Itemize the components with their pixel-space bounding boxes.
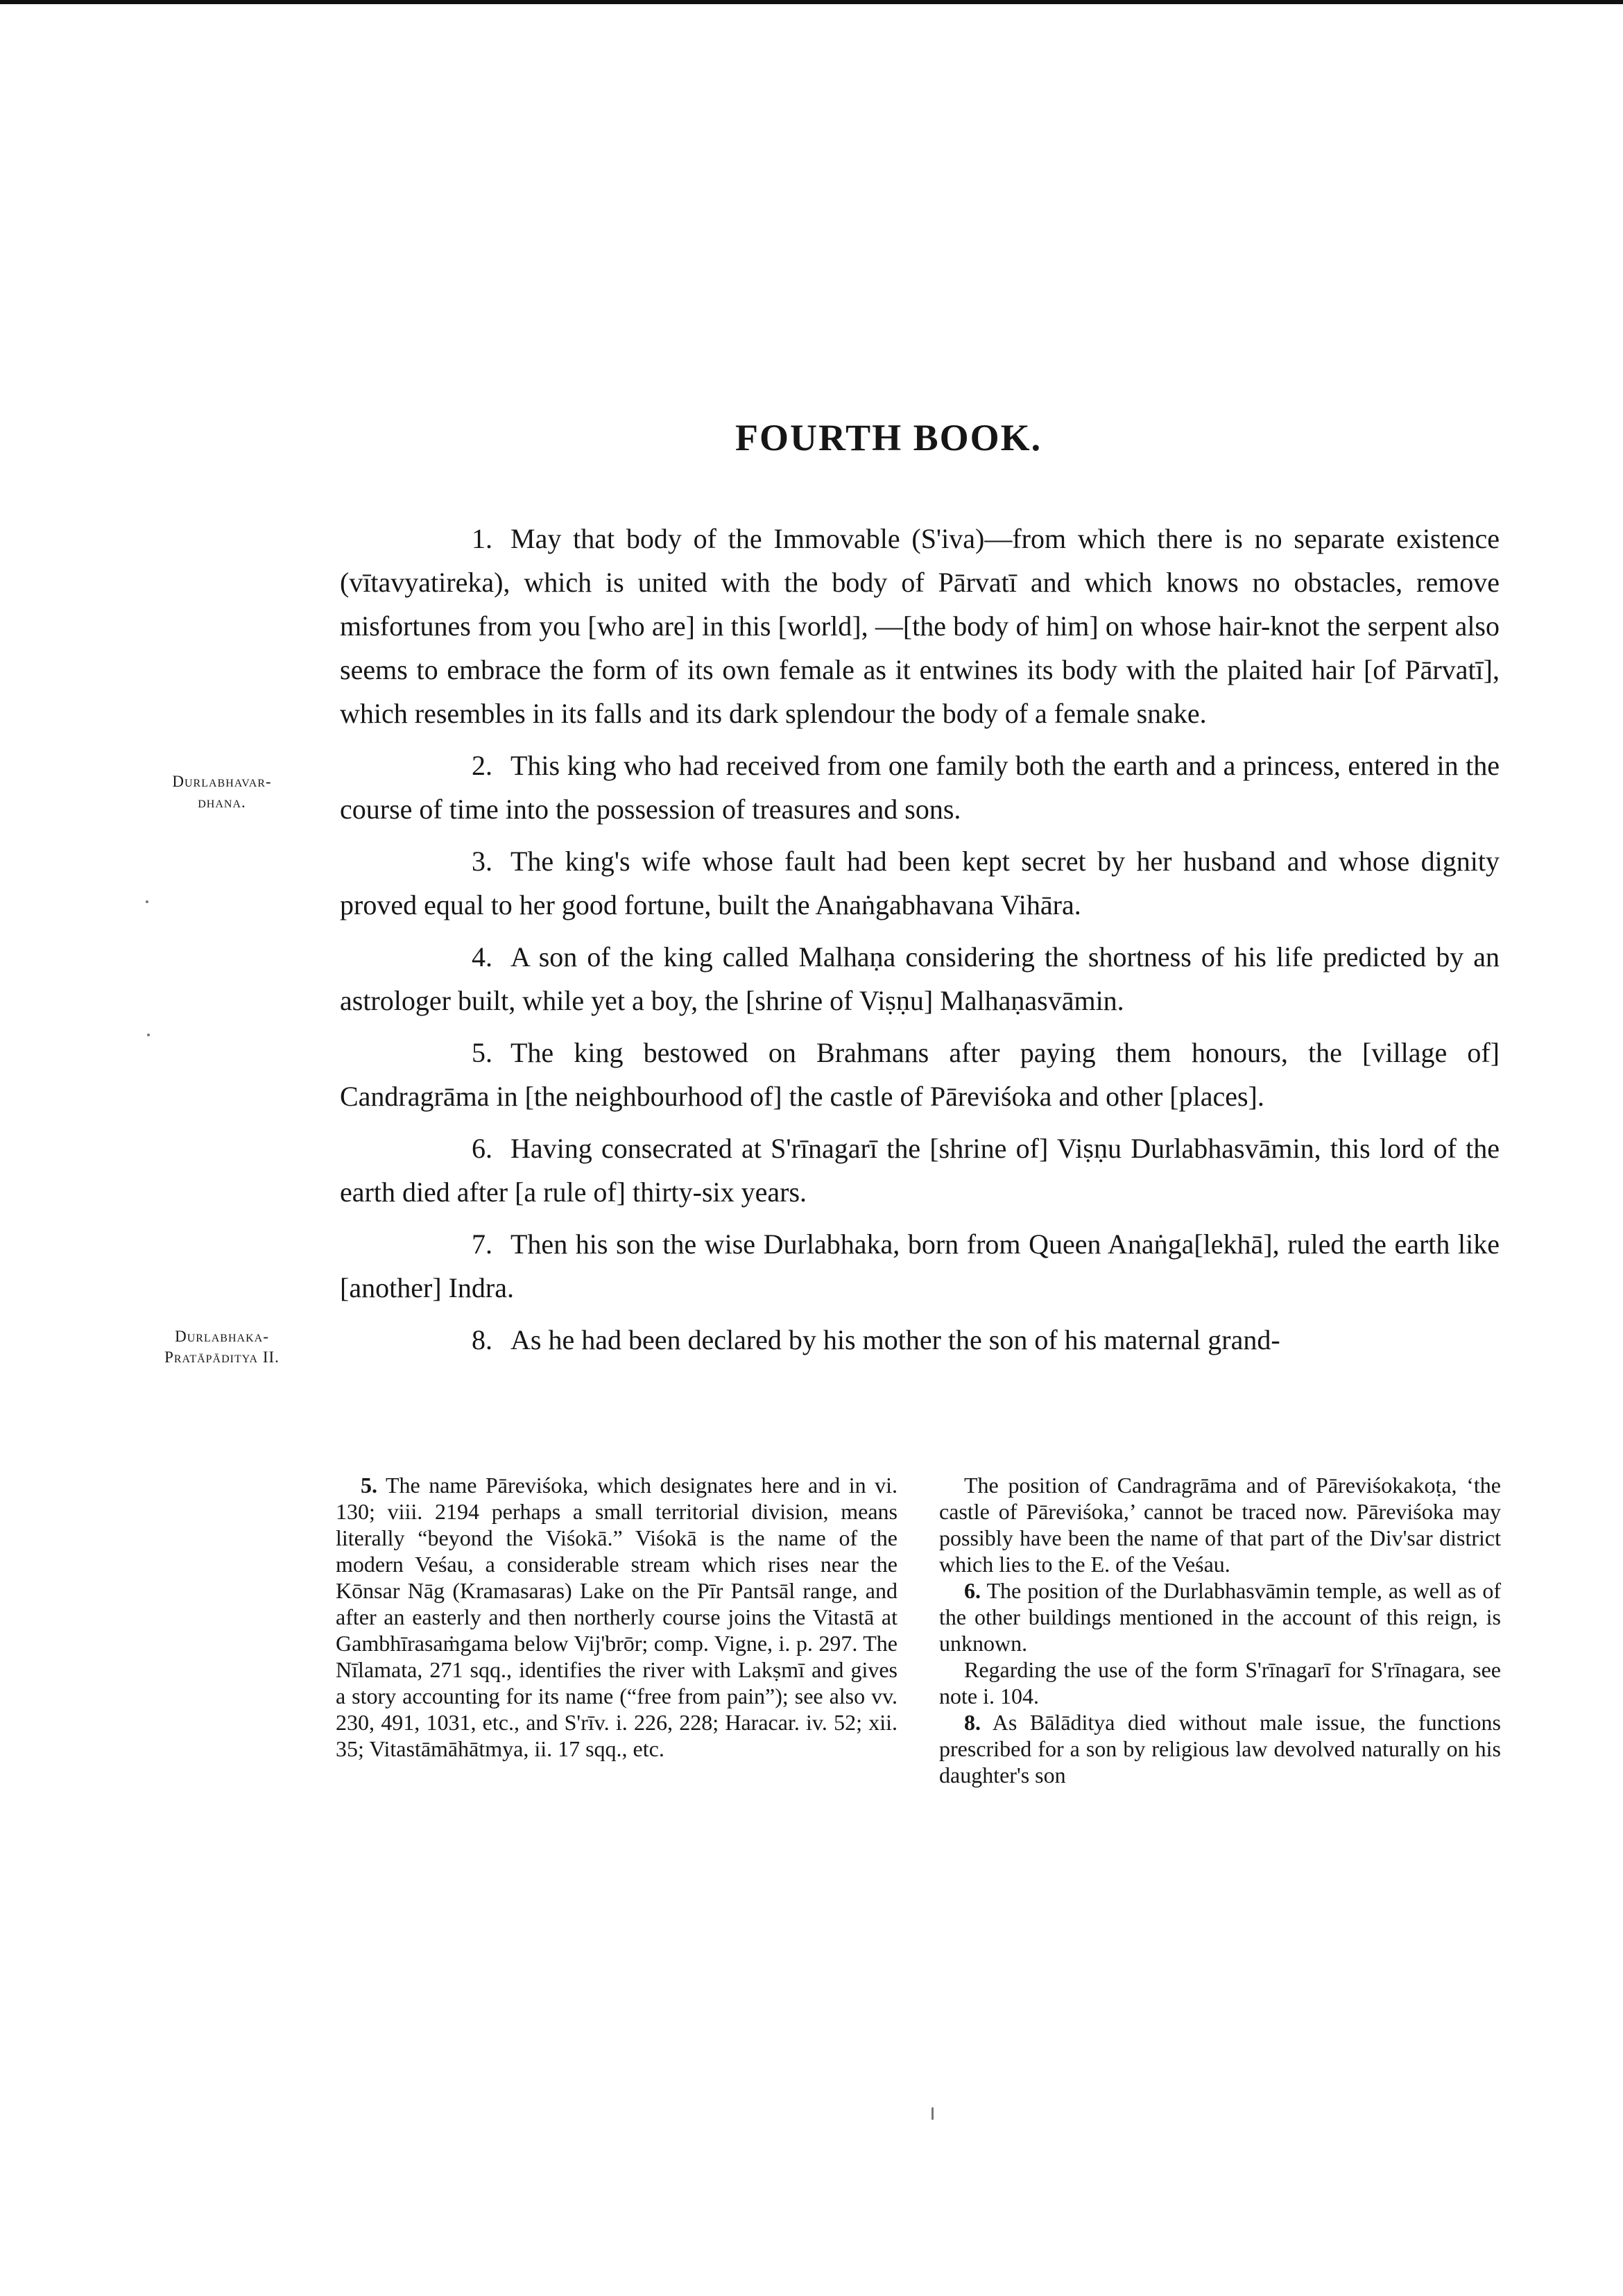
verse-number: 4. [472, 941, 492, 973]
verse-body: May that body of the Immovable (S'iva)—from which there is no separate existence (vītavyatireka), which is united with the body of Pārvatī and which knows no obstacles, remove misfortunes from you [who are] in this [world], —[the body of him] on whose hair-knot the serpent also seems to embrace the form of its own female as it entwines its body with the plaited hair [of Pārvatī], which resembles in its falls and its dark splendour the body of a female snake. [340, 523, 1500, 729]
verse-4 [340, 935, 1500, 1022]
verse-body: Having consecrated at S'rīnagarī the [shrine of] Viṣṇu Durlabhasvāmin, this lord of the earth died after [a rule of] thirty-six years. [340, 1133, 1500, 1208]
verse-8 [340, 1318, 1500, 1362]
verse-number: 8. [472, 1324, 492, 1355]
verse-number: 1. [472, 523, 492, 554]
verse-2 [340, 744, 1500, 831]
margin-note-line: Durlabhaka- [175, 1328, 269, 1345]
verse-body: This king who had received from one family both the earth and a princess, entered in the course of time into the possession of treasures and sons. [340, 750, 1500, 825]
margin-note-line: Durlabhavar- [172, 773, 272, 790]
verse-text [340, 517, 1500, 1370]
footnote [939, 1656, 1501, 1709]
footnote [336, 1472, 898, 1762]
footnote-number: 8. [964, 1710, 981, 1735]
scan-speck [931, 2107, 934, 2120]
verse-body: A son of the king called Malhaṇa considering the shortness of his life predicted by an astrologer built, while yet a boy, the [shrine of Viṣṇu] Malhaṇasvāmin. [340, 941, 1500, 1016]
verse-body: Then his son the wise Durlabhaka, born from Queen Anaṅga[lekhā], ruled the earth like [another] Indra. [340, 1228, 1500, 1303]
verse-body: As he had been declared by his mother the son of his maternal grand- [510, 1324, 1280, 1355]
top-border-rule [0, 0, 1623, 4]
verse-number: 3. [472, 846, 492, 877]
footnote [939, 1577, 1501, 1656]
footnote-number: 6. [964, 1578, 981, 1603]
verse-7 [340, 1222, 1500, 1310]
footnote-text: As Bālāditya died without male issue, the functions prescribed for a son by religious law devolved naturally on his daughter's son [939, 1710, 1502, 1788]
margin-note-line: dhana. [198, 794, 246, 811]
verse-number: 2. [472, 750, 492, 781]
footnote [939, 1709, 1501, 1788]
book-heading: FOURTH BOOK. [735, 417, 1042, 459]
footnote-text: The position of the Durlabhasvāmin temple, as well as of the other buildings mentioned in the account of this reign, is unknown. [939, 1578, 1501, 1656]
footnote-text: Regarding the use of the form S'rīnagarī for S'rīnagara, see note i. 104. [939, 1657, 1501, 1708]
margin-note-durlabhavardhana [97, 771, 347, 813]
verse-number: 7. [472, 1228, 492, 1260]
verse-6 [340, 1126, 1500, 1214]
footnote-text: The name Pāreviśoka, which designates here and in vi. 130; viii. 2194 perhaps a small territorial division, means literally “beyond the Viśokā.” Viśokā is the name of the modern Veśau, a considerable stream which rises near the Kōnsar Nāg (Kramasaras) Lake on the Pīr Pantsāl range, and after an easterly and then northerly course joins the Vitastā at Gambhīrasaṁgama below Vij'brōr; comp. Vigne, i. p. 297. The Nīlamata, 271 sqq., identifies the river with Lakṣmī and gives a story accounting for its name (“free from pain”); see also vv. 230, 491, 1031, etc., and S'rīv. i. 226, 228; Haracar. iv. 52; xii. 35; Vitastāmāhātmya, ii. 17 sqq., etc. [336, 1473, 898, 1761]
verse-number: 5. [472, 1037, 492, 1068]
footnotes [336, 1472, 1501, 1788]
verse-body: The king's wife whose fault had been kept secret by her husband and whose dignity proved equal to her good fortune, built the Anaṅgabhavana Vihāra. [340, 846, 1500, 920]
margin-note-line: Pratāpāditya II. [164, 1348, 280, 1366]
verse-number: 6. [472, 1133, 492, 1164]
verse-1 [340, 517, 1500, 735]
verse-5 [340, 1031, 1500, 1118]
scan-speck [146, 900, 148, 903]
footnotes-right-column [939, 1472, 1501, 1788]
scan-speck [147, 1034, 150, 1036]
verse-body: The king bestowed on Brahmans after paying them honours, the [village of] Candragrāma in [the neighbourhood of] the castle of Pāreviśoka and other [places]. [340, 1037, 1500, 1112]
footnote [939, 1472, 1501, 1577]
verse-3 [340, 839, 1500, 927]
footnote-number: 5. [361, 1473, 377, 1498]
footnotes-left-column [336, 1472, 898, 1788]
margin-note-durlabhaka [97, 1326, 347, 1368]
footnote-text: The position of Candragrāma and of Pāreviśokakoṭa, ‘the castle of Pāreviśoka,’ cannot be traced now. Pāreviśoka may possibly have been the name of that part of the Div'sar district which lies to the E. of the Veśau. [939, 1473, 1501, 1577]
